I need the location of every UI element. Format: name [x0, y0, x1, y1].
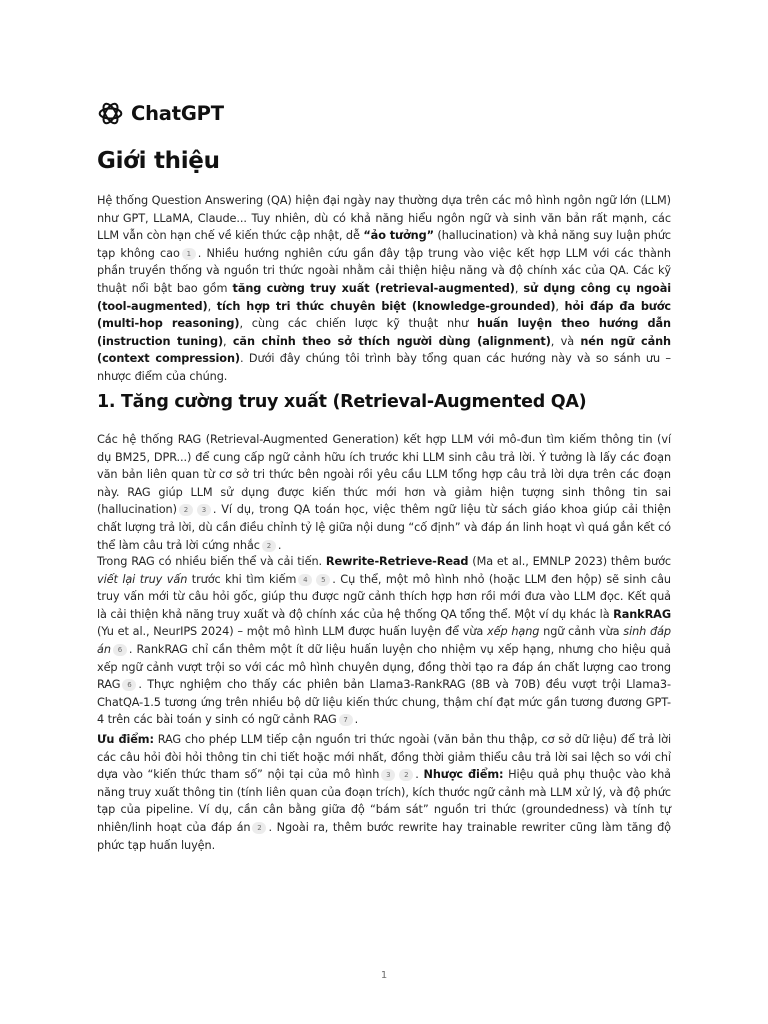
bold-text: sử dụng công cụ ngoài (tool-augmented): [97, 281, 671, 313]
pros-cons-paragraph: [97, 731, 671, 854]
text: ngữ cảnh vừa: [539, 625, 624, 639]
header-logo: [97, 100, 224, 127]
bold-text: hỏi đáp đa bước (multi-hop reasoning): [97, 299, 672, 331]
text: RAG cho phép LLM tiếp cận nguồn tri thức ngoài (văn bản thu thập, cơ sở dữ liệu) để trả lời các câu hỏi đòi hỏi thông tin chi tiết hoặc mới nhất, đồng thời giảm thiểu câu trả lời sai lệch so với chỉ dựa vào “kiến thức tham số” nội tại của mô hình: [97, 733, 671, 782]
citation-badge[interactable]: 7: [339, 714, 353, 726]
text: (hallucination) và khả năng suy luận phức tạp không cao: [97, 229, 671, 260]
italic-text: sinh đáp án: [97, 625, 671, 656]
page-title: Giới thiệu: [97, 148, 220, 174]
text: .: [354, 713, 359, 727]
text: Các hệ thống RAG (Retrieval-Augmented Generation) kết hợp LLM với mô-đun tìm kiếm thông tin (ví dụ BM25, DPR...) để cung cấp ngữ cảnh hữu ích trước khi LLM sinh câu trả lời. Ý tưởng là lấy các đoạn văn bản liên quan từ cơ sở tri thức bên ngoài rồi yêu cầu LLM tổng hợp câu trả lời dựa trên các đoạn này. RAG giúp LLM sử dụng được kiến thức mới hơn và giảm hiện tượng sinh thông tin sai (hallucination): [97, 433, 671, 517]
text: . Cụ thể, một mô hình nhỏ (hoặc LLM đen hộp) sẽ sinh câu truy vấn mới từ câu hỏi gốc, giúp thu được ngữ cảnh thích hợp hơn rồi mới đưa vào LLM đọc. Kết quả là cải thiện khả năng truy xuất và độ chính xác của hệ thống QA tổng thể. Một ví dụ khác là: [97, 572, 671, 621]
text: ,: [207, 299, 217, 313]
text: (Yu et al., NeurIPS 2024) – một mô hình LLM được huấn luyện để vừa: [97, 625, 488, 639]
bold-text: nén ngữ cảnh (context compression): [97, 334, 671, 366]
bold-text: tăng cường truy xuất (retrieval-augmented): [232, 281, 515, 295]
text: Hệ thống Question Answering (QA) hiện đại ngày nay thường dựa trên các mô hình ngôn ngữ lớn (LLM) như GPT, LLaMA, Claude... Tuy nhiên, dù có khả năng hiểu ngôn ngữ và sinh văn bản rất mạnh, các LLM vẫn còn hạn chế về kiến thức cập nhật, dễ: [97, 194, 671, 243]
citation-badge[interactable]: 2: [252, 822, 266, 834]
intro-paragraph: [97, 192, 671, 386]
section-heading: 1. Tăng cường truy xuất (Retrieval-Augmented QA): [97, 392, 587, 412]
citation-badge[interactable]: 1: [182, 248, 196, 260]
text: . Ngoài ra, thêm bước rewrite hay trainable rewriter cũng làm tăng độ phức tạp huấn luyện.: [97, 820, 671, 852]
bold-text: Nhược điểm:: [423, 768, 504, 782]
citation-badge[interactable]: 3: [381, 769, 395, 781]
page-number: 1: [380, 970, 388, 981]
text: . Nhiều hướng nghiên cứu gần đây tập trung vào việc kết hợp LLM với các thành phần truyền thống và nguồn tri thức ngoài nhằm cải thiện hiệu năng và độ chính xác của QA. Các kỹ thuật nổi bật bao gồm: [97, 246, 671, 295]
text: . RankRAG chỉ cần thêm một ít dữ liệu huấn luyện cho nhiệm vụ xếp hạng, nhưng cho hiệu quả xếp ngữ cảnh vượt trội so với các mô hình chuyên dụng, đồng thời tạo ra đáp án chất lượng cao trong RAG: [97, 642, 671, 692]
italic-text: viết lại truy vấn: [97, 572, 188, 586]
openai-logo-icon: [97, 100, 124, 127]
italic-text: xếp hạng: [487, 625, 540, 639]
bold-text: căn chỉnh theo sở thích người dùng (alignment): [232, 334, 551, 348]
text: Hiệu quả phụ thuộc vào khả năng truy xuất thông tin (tính liên quan của đoạn trích), kích thước ngữ cảnh mà LLM xử lý, và độ phức tạp của pipeline. Ví dụ, cần cân bằng giữa độ “bám sát” nguồn tri thức (groundedness) và tính tự nhiên/linh hoạt của đáp án: [97, 768, 671, 834]
rag-variants-paragraph: [97, 553, 671, 729]
text: . Thực nghiệm cho thấy các phiên bản Llama3-RankRAG (8B và 70B) đều vượt trội Llama3-ChatQA-1.5 tương ứng trên nhiều bộ dữ liệu kiến thức chung, thậm chí đạt mức gần tương đương GPT-4 trên các bài toán y sinh có ngữ cảnh RAG: [97, 678, 671, 727]
citation-badge[interactable]: 2: [262, 540, 276, 552]
bold-text: Ưu điểm:: [97, 733, 154, 746]
text: (Ma et al., EMNLP 2023) thêm bước: [468, 555, 671, 568]
text: ,: [514, 281, 524, 295]
text: . Dưới đây chúng tôi trình bày tổng quan các hướng này và so sánh ưu – nhược điểm của chúng.: [97, 352, 671, 383]
citation-badge[interactable]: 5: [316, 574, 330, 586]
text: trước khi tìm kiếm: [187, 572, 297, 586]
brand-name: ChatGPT: [131, 102, 224, 125]
citation-badge[interactable]: 4: [298, 574, 312, 586]
bold-text: RankRAG: [613, 607, 671, 621]
text: , cùng các chiến lược kỹ thuật như: [239, 317, 477, 331]
citation-badge[interactable]: 6: [113, 644, 127, 656]
bold-text: huấn luyện theo hướng dẫn (instruction tuning): [97, 317, 671, 348]
rag-overview-paragraph: [97, 431, 671, 554]
citation-badge[interactable]: 2: [399, 769, 413, 781]
citation-badge[interactable]: 6: [122, 679, 136, 691]
citation-badge[interactable]: 3: [197, 504, 211, 516]
text: .: [277, 538, 282, 552]
text: Trong RAG có nhiều biến thể và cải tiến.: [97, 555, 326, 568]
bold-text: tích hợp tri thức chuyên biệt (knowledge-grounded): [216, 299, 556, 313]
text: . Ví dụ, trong QA toán học, việc thêm ngữ liệu từ sách giáo khoa giúp cải thiện chất lượng trả lời, dù cần điều chỉnh tỷ lệ giữa nội dung “cố định” và đáp án linh hoạt vì quá gắn kết có thể làm câu trả lời cứng nhắc: [97, 503, 671, 552]
bold-text: Rewrite-Retrieve-Read: [325, 555, 469, 568]
text: ,: [555, 299, 565, 313]
text: .: [415, 768, 424, 782]
text: ,: [223, 334, 233, 348]
bold-text: “ảo tưởng”: [363, 229, 434, 243]
citation-badge[interactable]: 2: [179, 504, 193, 516]
text: , và: [550, 334, 581, 348]
